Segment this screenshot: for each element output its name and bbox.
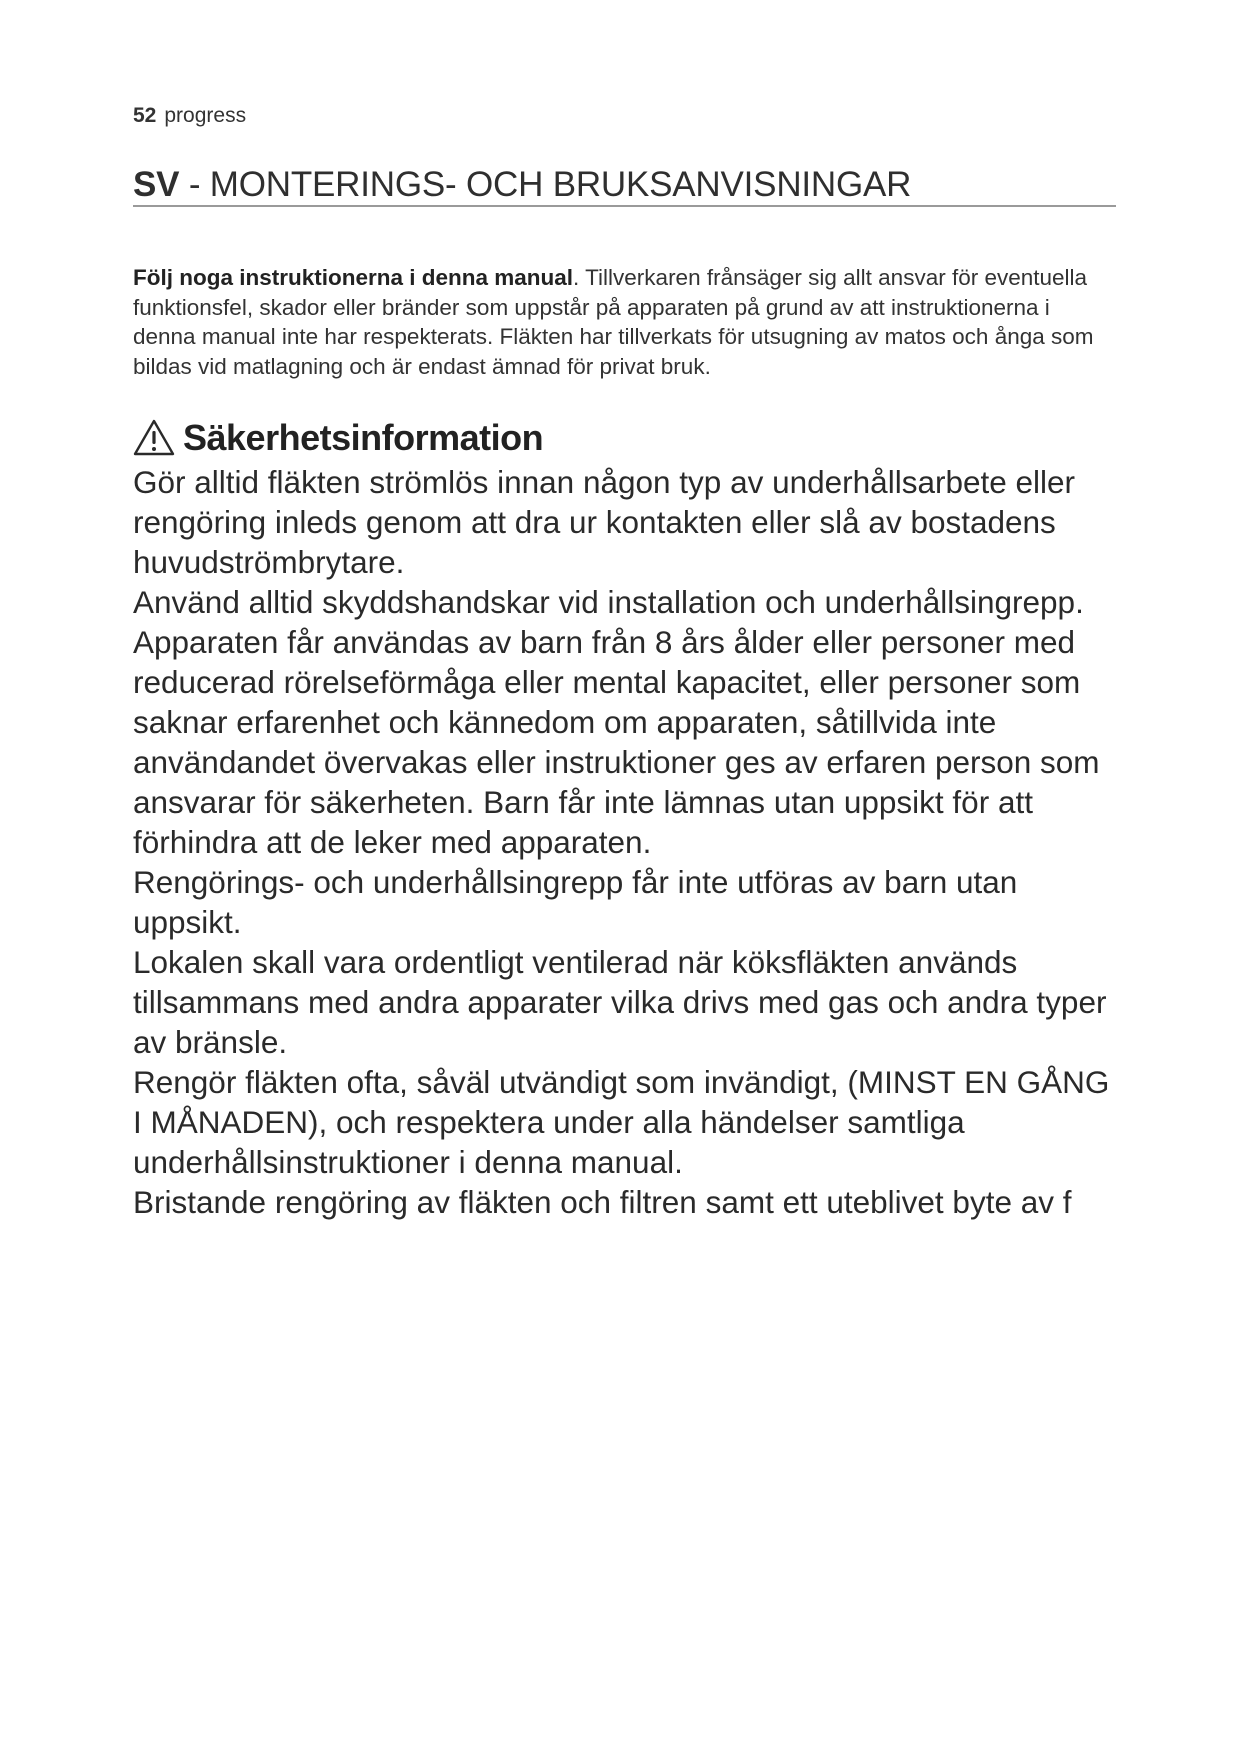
intro-paragraph [133,263,1116,382]
safety-paragraph: Använd alltid skyddshandskar vid installation och underhållsingrepp. [133,584,1084,620]
language-code: SV [133,165,180,204]
warning-triangle-icon [133,419,175,457]
safety-paragraph: Bristande rengöring av fläkten och filtren samt ett uteblivet byte av f [133,1184,1072,1220]
section-title-text: - MONTERINGS- OCH BRUKSANVISNINGAR [179,165,912,204]
section-title [133,164,1116,206]
safety-paragraph: Rengör fläkten ofta, såväl utvändigt som invändigt, (MINST EN GÅNG I MÅNADEN), och respektera under alla händelser samtliga underhållsinstruktioner i denna manual. [133,1064,1110,1180]
safety-heading-text: Säkerhetsinformation [183,417,544,458]
safety-heading [133,416,543,460]
safety-paragraph: Rengörings- och underhållsingrepp får inte utföras av barn utan uppsikt. [133,864,1018,940]
safety-paragraph: Gör alltid fläkten strömlös innan någon typ av underhållsarbete eller rengöring inleds genom att dra ur kontakten eller slå av bostadens huvudströmbrytare. [133,464,1076,580]
brand-name: progress [164,104,247,127]
intro-text: . Tillverkaren frånsäger sig allt ansvar för eventuella funktionsfel, skador eller bränder som uppstår på apparaten på grund av att instruktionerna i denna manual inte har respekterats. Fläkten har tillverkats för utsugning av matos och ånga som bildas vid matlagning och är endast ämnad för privat bruk. [133,265,1094,380]
page-number: 52 [133,104,157,127]
safety-paragraph: Apparaten får användas av barn från 8 års ålder eller personer med reducerad rörelseförmåga eller mental kapacitet, eller personer som saknar erfarenhet och kännedom om apparaten, såtillvida inte användandet övervakas eller instruktioner ges av erfaren person som ansvarar för säkerheten. Barn får inte lämnas utan uppsikt för att förhindra att de leker med apparaten. [133,624,1100,860]
intro-lead: Följ noga instruktionerna i denna manual [133,265,574,290]
title-divider [133,205,1116,207]
safety-paragraph: Lokalen skall vara ordentligt ventilerad när köksfläkten används tillsammans med andra apparater vilka drivs med gas och andra typer av bränsle. [133,944,1107,1060]
safety-body [133,462,1123,1222]
running-header [133,103,246,129]
